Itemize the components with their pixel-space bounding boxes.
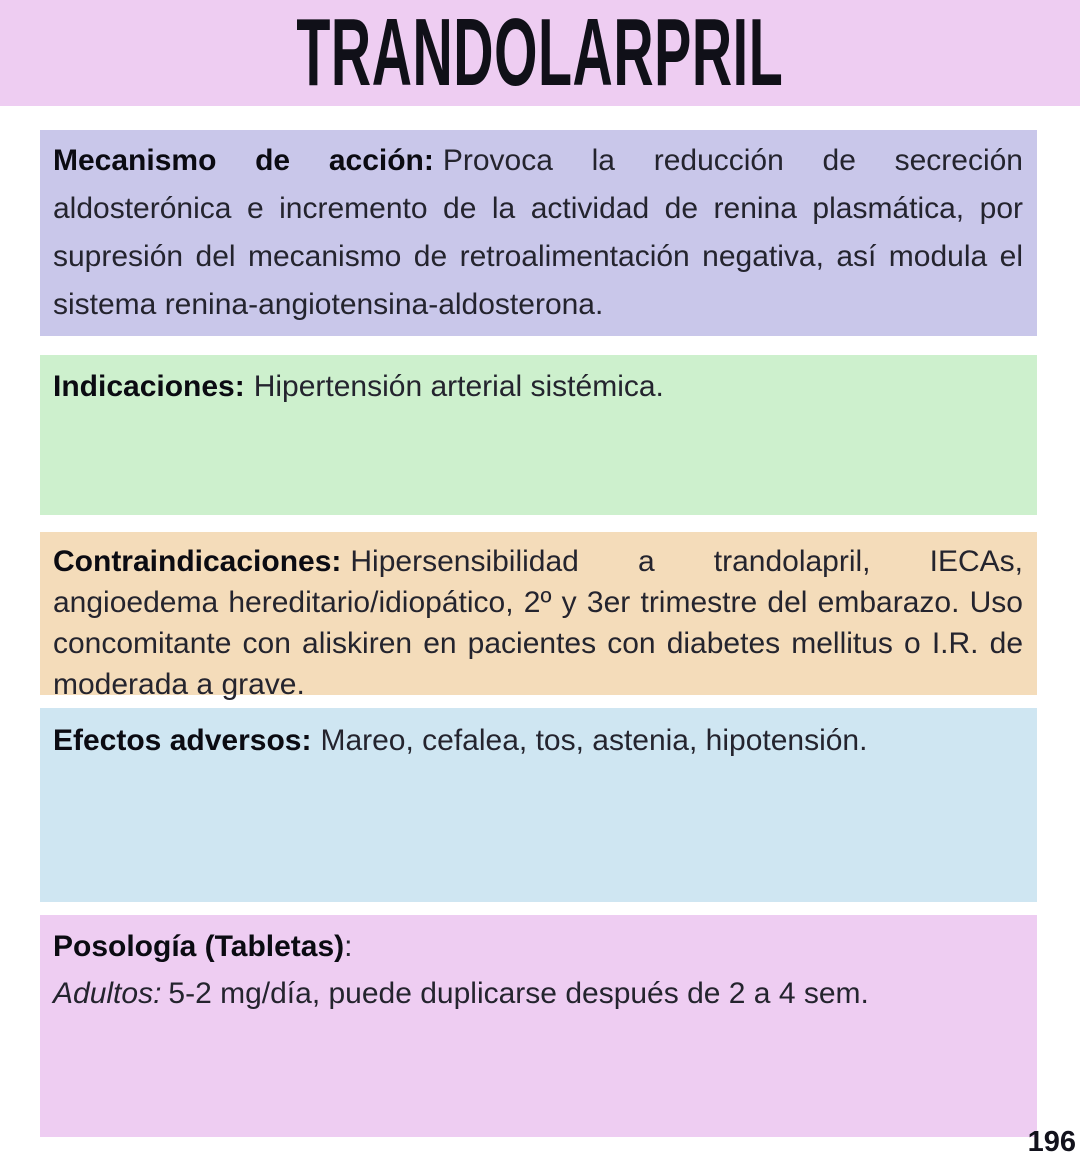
section-contraindications [40, 532, 1037, 701]
dosage-adults-line [53, 970, 1023, 1017]
card-header [0, 0, 1080, 106]
section-adverse-effects [40, 708, 1037, 902]
drug-title: TRANDOLARPRIL [296, 0, 784, 106]
contraindications-label: Contraindicaciones: [53, 545, 342, 578]
contraindications-text: Hipersensibilidad a trandolapril, IECAs, angioedema hereditario/idiopático, 2º y 3er trimestre del embarazo. Uso concomitante con aliskiren en pacientes con diabetes mellitus o I.R. de moderada a grave. [53, 545, 1023, 701]
page-number: 196 [1027, 1126, 1076, 1158]
mechanism-label: Mecanismo de acción: [53, 144, 434, 177]
section-dosage [40, 915, 1037, 1137]
dosage-population-label: Adultos: [53, 977, 162, 1010]
adverse-effects-text: Mareo, cefalea, tos, astenia, hipotensión. [320, 724, 868, 757]
mechanism-text: Provoca la reducción de secreción aldosterónica e incremento de la actividad de renina plasmática, por supresión del mecanismo de retroalimentación negativa, así modula el sistema renina-angiotensina-aldosterona. [53, 144, 1023, 321]
indications-text: Hipertensión arterial sistémica. [253, 370, 664, 403]
dosage-label-colon: : [344, 930, 353, 963]
dosage-text: 5-2 mg/día, puede duplicarse después de 2 a 4 sem. [168, 977, 869, 1010]
dosage-heading [53, 923, 1023, 970]
adverse-effects-label: Efectos adversos: [53, 724, 312, 757]
section-mechanism [40, 130, 1037, 336]
section-indications [40, 355, 1037, 515]
drug-info-sections [40, 130, 1037, 1137]
dosage-label: Posología (Tabletas) [53, 930, 345, 963]
indications-label: Indicaciones: [53, 370, 245, 403]
